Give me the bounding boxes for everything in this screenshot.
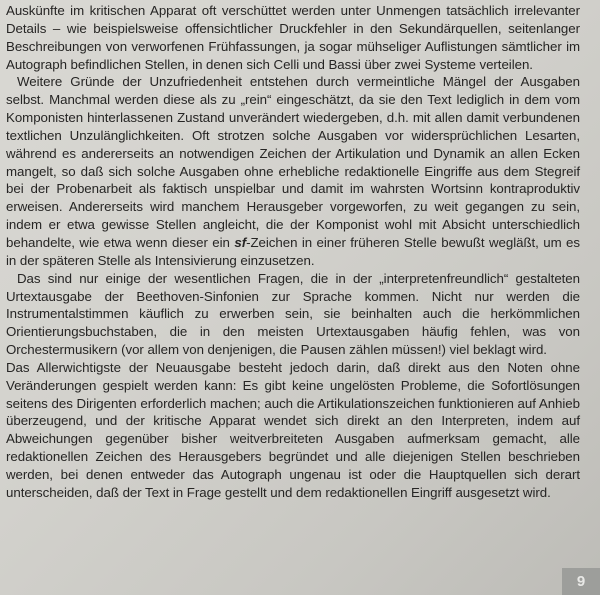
paragraph-2-text-before: Weitere Gründe der Unzufriedenheit entstehen durch vermeintliche Mängel der Ausgaben selbst. Manchmal werden diese als zu „rein“ eingeschätzt, da sie den Text lediglich in dem vom Komponisten hinterlassenen Zustand unverändert wiedergeben, d.h. mit allen damit verbundenen textlichen Unzulänglichkeiten. Oft strotzen solche Ausgaben vor widersprüchlichen Lesarten, während es andererseits an notwendigen Zeichen der Artikulation und Dynamik an allen Ecken mangelt, so daß sich solche Ausgaben ohne erhebliche redaktionelle Eingriffe aus dem Stegreif bei der Probenarbeit als faktisch unspielbar und damit im wahrsten Wortsinn kontraproduktiv erweisen. Andererseits wird manchem Herausgeber vorgeworfen, zu weit gegangen zu sein, indem er etwa gewisse Stellen angleicht, die der Komponist wohl mit Absicht unterschiedlich behandelte, wie etwa wenn dieser ein: [6, 74, 580, 250]
paragraph-1: Auskünfte im kritischen Apparat oft verschüttet werden unter Unmengen tatsächlich irrelevanter Details – wie beispielsweise offensichtlicher Druckfehler in den Sekundärquellen, seitenlanger Beschreibungen von verworfenen Frühfassungen, ja sogar mühseliger Auflistungen sämtlicher im Autograph befindlichen Stellen, in denen sich Celli und Bassi über zwei Systeme verteilen.: [6, 3, 580, 72]
paragraph-2: [6, 73, 580, 269]
page-number: 9: [576, 573, 586, 590]
paragraph-3: Das sind nur einige der wesentlichen Fragen, die in der „interpretenfreundlich“ gestalteten Urtextausgabe der Beethoven-Sinfonien zur Sprache kommen. Nicht nur werden die Instrumentalstimmen käuflich zu erwerben sein, sie beinhalten auch die herkömmlichen Orientierungsbuchstaben, die in den meisten Urtextausgaben häufig fehlen, was von Orchestermusikern (vor allem von denjenigen, die Pausen zählen müssen!) viel beklagt wird.: [6, 270, 580, 358]
paragraph-2-text-after: -Zeichen in einer früheren Stelle bewußt wegläßt, um es in der späteren Stelle als Intensivierung einzusetzen.: [6, 234, 580, 268]
body-text: [6, 2, 580, 502]
sforzando-mark: sf: [234, 234, 247, 250]
page-number-box: [562, 568, 600, 595]
paragraph-4: Das Allerwichtigste der Neuausgabe besteht jedoch darin, daß direkt aus den Noten ohne Veränderungen gespielt werden kann: Es gibt keine ungelösten Probleme, die Sofortlösungen seitens des Dirigenten erforderlich machen; auch die Artikulationszeichen funktionieren auf Anhieb überzeugend, und der kritische Apparat wendet sich direkt an den Interpreten, indem auf Abweichungen gegenüber bisher weitverbreiteten Ausgaben aufmerksam gemacht, alle redaktionellen Zeichen des Herausgebers begründet und alle diejenigen Stellen beschrieben werden, bei denen entweder das Autograph ungenau ist oder die Hauptquellen sich derart unterscheiden, daß der Text in Frage gestellt und dem redaktionellen Eingriff ausgesetzt wird.: [6, 359, 580, 500]
